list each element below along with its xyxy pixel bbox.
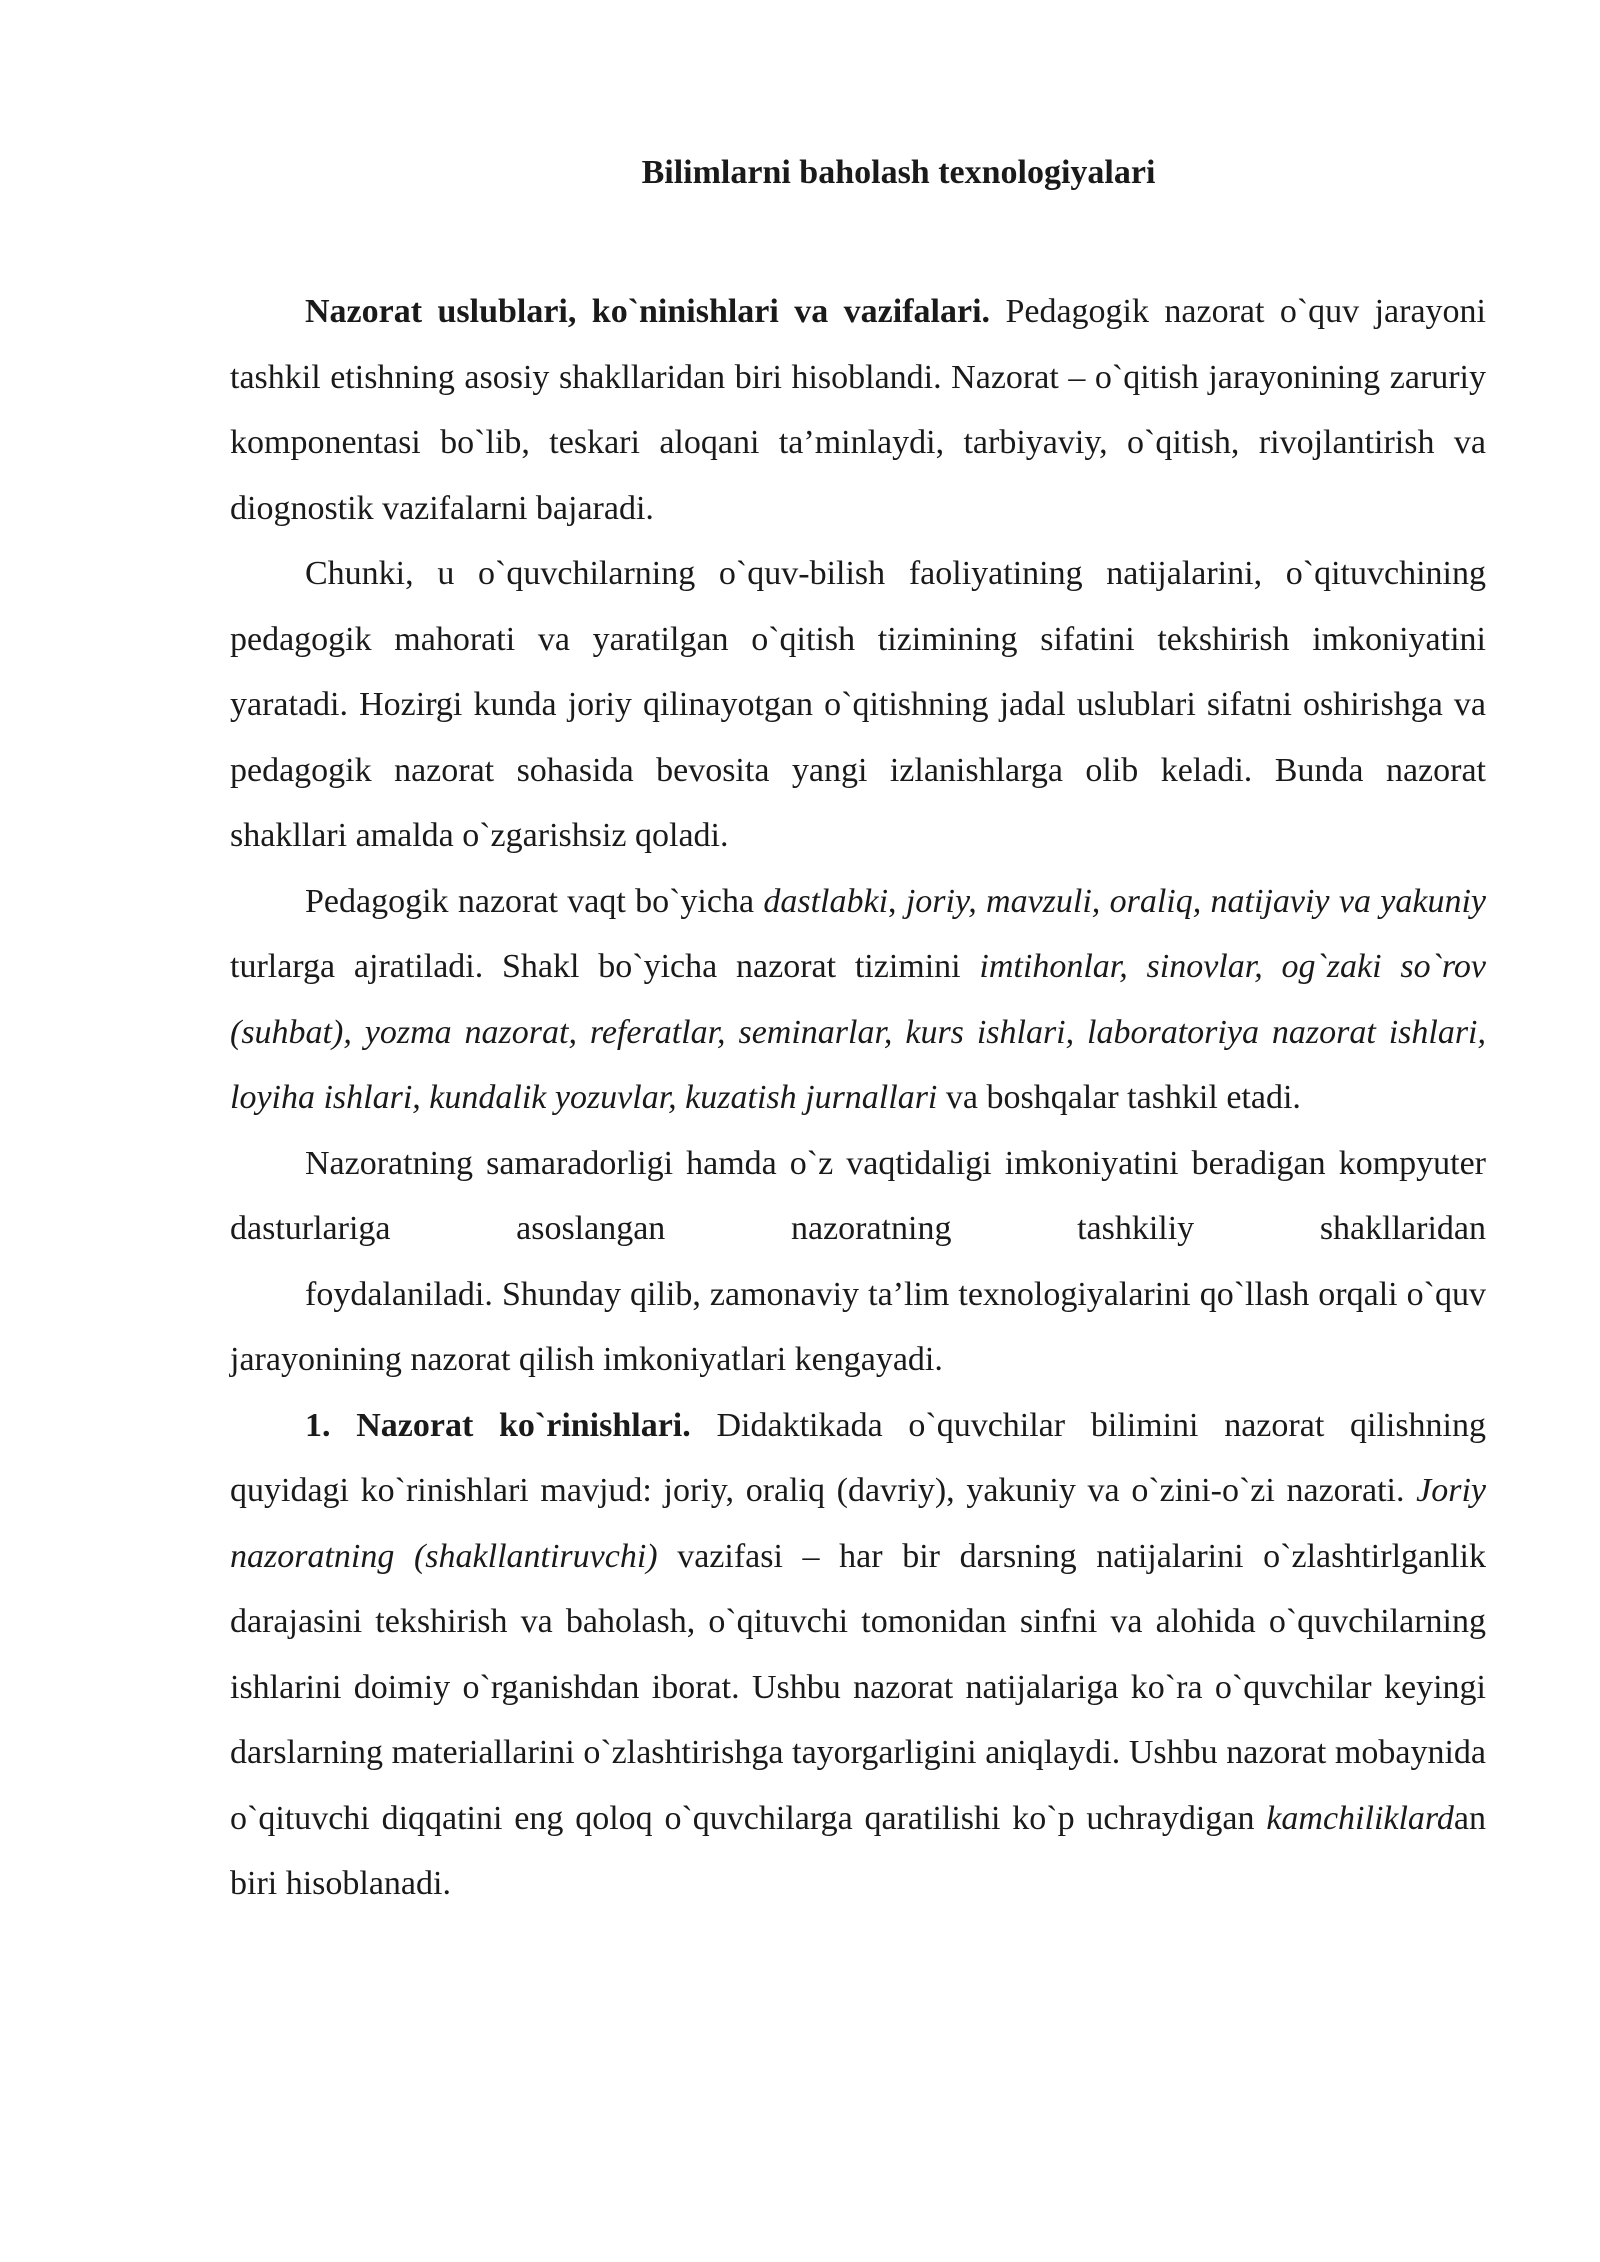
- paragraph-6-heading: 1. Nazorat ko`rinishlari.: [305, 1406, 691, 1444]
- paragraph-1-text: Pedagogik nazorat o`quv jarayoni tashkil etishning asosiy shakllaridan biri hisoblandi. Nazorat – o`qitish jarayonining zaruriy komponentasi bo`lib, teskari aloqani ta’minlaydi, tarbiyaviy, o`qitish, rivojlantirish va diognostik vazifalarni bajaradi.: [230, 293, 1486, 527]
- paragraph-3-italic-2: joriy, mavzuli, oraliq, natijaviy va yakuniy: [905, 882, 1486, 920]
- paragraph-6-italic-1: Joriy nazoratning (shakllantiruvchi): [230, 1472, 1486, 1575]
- paragraph-6-text-2: vazifasi – har bir darsning natijalarini o`zlashtirlganlik darajasini tekshirish va baholash, o`qituvchi tomonidan sinfni va alohida o`quvchilarning ishlarini doimiy o`rganishdan iborat. Ushbu nazorat natijalariga ko`ra o`quvchilar keyingi darslarning materiallarini o`zlashtirishga tayorgarligini aniqlaydi. Ushbu nazorat mobaynida o`qituvchi diqqatini eng qoloq o`quvchilarga qaratilishi ko`p uchraydigan: [230, 1537, 1487, 1837]
- document-body: [230, 279, 1486, 1917]
- paragraph-3-italic-3: imtihonlar, sinovlar, og`zaki so`rov (suhbat), yozma nazorat, referatlar, seminarlar, kurs ishlari, laboratoriya nazorat ishlari, loyiha ishlari, kundalik yozuvlar, kuzatish jurnallari: [230, 948, 1486, 1116]
- paragraph-3: [230, 869, 1486, 1131]
- paragraph-2-text: Chunki, u o`quvchilarning o`quv-bilish faoliyatining natijalarini, o`qituvchining pedagogik mahorati va yaratilgan o`qitish tizimining sifatini tekshirish imkoniyatini yaratadi. Hozirgi kunda joriy qilinayotgan o`qitishning jadal uslublari sifatni oshirishga va pedagogik nazorat sohasida bevosita yangi izlanishlarga olib keladi. Bunda nazorat shakllari amalda o`zgarishsiz qoladi.: [230, 555, 1486, 854]
- paragraph-3-italic-1: dastlabki: [763, 882, 889, 920]
- paragraph-1: [230, 279, 1486, 541]
- paragraph-4: [230, 1131, 1486, 1262]
- paragraph-1-heading: Nazorat uslublari, ko`ninishlari va vazifalari.: [305, 293, 991, 330]
- paragraph-6: [230, 1393, 1486, 1917]
- paragraph-5: [230, 1262, 1486, 1393]
- paragraph-3-text-2: ,: [888, 882, 906, 920]
- paragraph-5-text: foydalaniladi. Shunday qilib, zamonaviy ta’lim texnologiyalarini qo`llash orqali o`quv jarayonining nazorat qilish imkoniyatlari kengayadi.: [230, 1275, 1486, 1378]
- paragraph-3-text-4: va boshqalar tashkil etadi.: [937, 1079, 1301, 1116]
- paragraph-3-text-1: Pedagogik nazorat vaqt bo`yicha: [305, 882, 764, 920]
- paragraph-6-italic-2: kamchiliklard: [1266, 1799, 1454, 1837]
- document-title: Bilimlarni baholash texnologiyalari: [641, 154, 1156, 191]
- paragraph-6-text-1: Didaktikada o`quvchilar bilimini nazorat qilishning quyidagi ko`rinishlari mavjud: joriy, oraliq (davriy), yakuniy va o`zini-o`zi nazorati.: [230, 1406, 1487, 1509]
- paragraph-4-text: Nazoratning samaradorligi hamda o`z vaqtidaligi imkoniyatini beradigan kompyuter dasturlariga asoslangan nazoratning tashkiliy shakllaridan: [230, 1144, 1486, 1247]
- paragraph-6-text-3: an biri hisoblanadi.: [230, 1799, 1486, 1902]
- paragraph-2: [230, 541, 1486, 869]
- paragraph-3-text-3: turlarga ajratiladi. Shakl bo`yicha nazorat tizimini: [230, 948, 980, 985]
